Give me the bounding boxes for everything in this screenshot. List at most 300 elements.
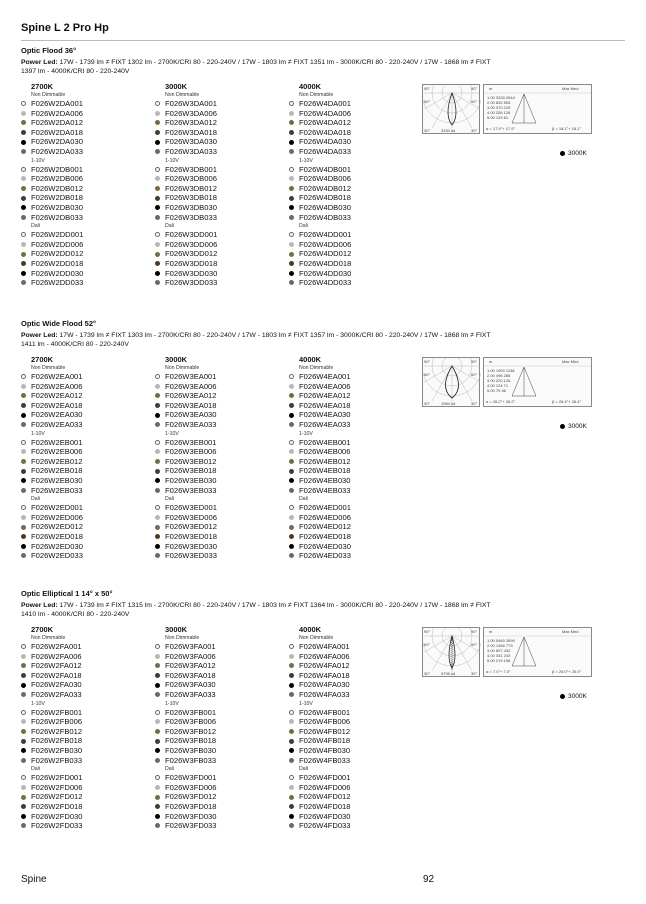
dimming-group-label: Non Dimmable: [165, 92, 200, 98]
dimming-group-label: 1-10V: [31, 700, 45, 707]
product-code: F026W4FB018: [299, 736, 351, 746]
product-code-item: [21, 457, 151, 467]
product-code-item: [289, 551, 419, 561]
power-text-continued: 1411 lm - 4000K/CRI 80 - 220-240V: [21, 341, 129, 348]
table-header-values: Max Med: [562, 629, 579, 634]
product-code: F026W3FD001: [165, 773, 217, 783]
dimming-group-label: Dali: [31, 496, 40, 503]
power-spec: [21, 58, 625, 76]
finish-color-dot: [289, 374, 294, 379]
product-code: F026W2FA006: [31, 651, 82, 661]
finish-color-dot: [155, 449, 160, 454]
table-header-values: Max Med: [562, 86, 579, 91]
product-code: F026W4EB033: [299, 485, 351, 495]
product-code-item: [21, 821, 151, 831]
finish-color-dot: [289, 739, 294, 744]
finish-color-dot: [21, 804, 26, 809]
cct-heading: 2700K: [31, 82, 54, 91]
product-code: F026W3FB030: [165, 745, 217, 755]
power-text: 17W - 1739 lm ≠ FIXT 1303 lm - 2700K/CRI 80 - 220-240V / 17W - 1803 lm ≠ FIXT 1357 lm - 3000K/CRI 80 - 220-240V / 17W - 1868 lm ≠ FIXT: [59, 332, 491, 339]
product-code-item: [289, 203, 419, 213]
finish-color-dot: [289, 413, 294, 418]
finish-color-dot: [21, 710, 26, 715]
finish-color-dot: [289, 544, 294, 549]
product-code: F026W3FD012: [165, 792, 217, 802]
product-code: F026W2DA033: [31, 146, 83, 156]
product-code: F026W2DA018: [31, 127, 83, 137]
product-code: F026W3FA018: [165, 670, 216, 680]
finish-color-dot: [289, 663, 294, 668]
finish-color-dot: [155, 692, 160, 697]
power-label: Power Led:: [21, 602, 58, 609]
product-code: F026W4FB033: [299, 755, 351, 765]
footer-product: Spine: [21, 874, 47, 885]
dimming-group-label: Non Dimmable: [165, 365, 200, 371]
diagram-cct-note: [560, 423, 587, 430]
product-code-item: [289, 249, 419, 259]
finish-color-dot: [155, 710, 160, 715]
product-code: F026W2FB030: [31, 745, 83, 755]
product-code: F026W2FB018: [31, 736, 83, 746]
product-code: F026W2FA012: [31, 661, 82, 671]
finish-color-dot: [21, 101, 26, 106]
product-code: F026W3EB006: [165, 447, 217, 457]
product-code: F026W2DA001: [31, 99, 83, 108]
product-code-item: [155, 147, 285, 157]
product-code: F026W4EB018: [299, 466, 351, 476]
product-code: F026W3FB033: [165, 755, 217, 765]
table-row: 2.00 1366 773: [487, 643, 513, 648]
product-code: F026W4DA001: [299, 99, 351, 108]
finish-color-dot: [21, 384, 26, 389]
polar-angle-bottom-right: 30°: [471, 128, 478, 133]
product-code-item: [21, 165, 151, 175]
product-code: F026W2EA033: [31, 419, 83, 429]
product-code: F026W3FB012: [165, 726, 217, 736]
product-code: F026W3DD001: [165, 230, 218, 240]
product-code: F026W3ED006: [165, 512, 217, 522]
product-code: F026W2EA012: [31, 391, 83, 401]
product-code: F026W4DA006: [299, 108, 351, 118]
product-code: F026W4FB006: [299, 717, 351, 727]
finish-color-dot: [155, 525, 160, 530]
power-label: Power Led:: [21, 59, 58, 66]
product-code: F026W4DA012: [299, 118, 351, 128]
cct-heading: 3000K: [165, 355, 188, 364]
product-code: F026W4DD012: [299, 249, 352, 259]
product-code-item: [289, 230, 419, 240]
product-code-item: [21, 783, 151, 793]
product-code-item: [155, 486, 285, 496]
product-code-item: [21, 382, 151, 392]
product-code: F026W3ED001: [165, 503, 217, 513]
finish-color-dot: [155, 488, 160, 493]
finish-color-dot: [155, 215, 160, 220]
cct-column: [289, 625, 419, 831]
product-code-item: [21, 802, 151, 812]
product-code-item: [155, 99, 285, 109]
product-code: F026W2FA033: [31, 689, 82, 699]
finish-color-dot: [21, 413, 26, 418]
dimming-group-label: Dali: [31, 223, 40, 230]
product-code-item: [155, 438, 285, 448]
product-code-item: [21, 756, 151, 766]
finish-color-dot: [289, 140, 294, 145]
finish-color-dot: [21, 785, 26, 790]
product-code-item: [289, 756, 419, 766]
finish-color-dot: [155, 544, 160, 549]
product-code: F026W2DD012: [31, 249, 84, 259]
product-code: F026W3DD012: [165, 249, 218, 259]
product-code-item: [155, 137, 285, 147]
finish-color-dot: [289, 130, 294, 135]
product-code: F026W2EA030: [31, 410, 83, 420]
product-code-item: [289, 99, 419, 109]
finish-color-dot: [155, 795, 160, 800]
product-code: F026W3DA030: [165, 137, 217, 147]
product-code: F026W3DD018: [165, 258, 218, 268]
product-code-item: [155, 372, 285, 382]
product-code: F026W2FB033: [31, 755, 83, 765]
product-code-item: [21, 213, 151, 223]
product-code: F026W4FA006: [299, 651, 350, 661]
product-code: F026W4DB018: [299, 193, 351, 203]
finish-color-dot: [155, 196, 160, 201]
product-code-item: [155, 269, 285, 279]
section-title: Optic Wide Flood 52°: [21, 319, 97, 328]
product-code: F026W2FD030: [31, 811, 83, 821]
product-code-item: [21, 230, 151, 240]
product-code-item: [21, 269, 151, 279]
cct-heading: 2700K: [31, 625, 54, 634]
product-code-item: [155, 690, 285, 700]
finish-color-dot: [21, 692, 26, 697]
finish-color-dot: [289, 120, 294, 125]
finish-color-dot: [155, 149, 160, 154]
product-code: F026W4ED012: [299, 522, 351, 532]
cct-heading: 2700K: [31, 355, 54, 364]
finish-color-dot: [155, 469, 160, 474]
product-code-item: [155, 213, 285, 223]
finish-color-dot: [21, 215, 26, 220]
product-code: F026W2FD012: [31, 792, 83, 802]
product-code: F026W4ED033: [299, 551, 351, 561]
photometric-diagram: [422, 627, 592, 677]
product-code-item: [21, 99, 151, 109]
finish-color-dot: [289, 101, 294, 106]
product-code-item: [289, 147, 419, 157]
product-code-item: [155, 513, 285, 523]
product-code-item: [289, 792, 419, 802]
beam-alpha: α = 26.2°+ 26.2°: [486, 399, 516, 404]
product-code-item: [155, 680, 285, 690]
polar-angle-bottom-right: 30°: [471, 401, 478, 406]
product-code: F026W3DD006: [165, 239, 218, 249]
finish-color-dot: [21, 205, 26, 210]
product-code: F026W4DA030: [299, 137, 351, 147]
polar-angle-top-right: 90°: [471, 86, 478, 91]
finish-color-dot: [21, 469, 26, 474]
product-code: F026W4DB006: [299, 174, 351, 184]
product-code: F026W4ED001: [299, 503, 351, 513]
product-code: F026W2DB030: [31, 202, 83, 212]
product-code: F026W2DD030: [31, 268, 84, 278]
cct-heading: 3000K: [165, 625, 188, 634]
product-code: F026W2DA030: [31, 137, 83, 147]
finish-color-dot: [289, 176, 294, 181]
product-code-item: [289, 532, 419, 542]
product-code-item: [289, 165, 419, 175]
product-code-item: [289, 401, 419, 411]
section-title: Optic Flood 36°: [21, 46, 77, 55]
dimming-group-label: Non Dimmable: [31, 92, 66, 98]
product-code-item: [155, 802, 285, 812]
product-code: F026W3FA030: [165, 680, 216, 690]
polar-angle-mid-left: 60°: [424, 642, 431, 647]
illuminance-table: [483, 84, 592, 134]
product-code-item: [289, 259, 419, 269]
finish-color-dot: [289, 215, 294, 220]
product-code: F026W4EA018: [299, 400, 351, 410]
product-code: F026W4EA012: [299, 391, 351, 401]
dimming-group-label: Non Dimmable: [299, 92, 334, 98]
optic-section: [21, 46, 625, 288]
product-code: F026W3FA006: [165, 651, 216, 661]
finish-color-dot: [289, 440, 294, 445]
product-code-item: [289, 773, 419, 783]
finish-color-dot: [21, 534, 26, 539]
product-code: F026W2ED030: [31, 541, 83, 551]
product-code: F026W3ED033: [165, 551, 217, 561]
product-code-item: [21, 661, 151, 671]
finish-color-dot: [289, 196, 294, 201]
power-spec: [21, 331, 625, 349]
product-code: F026W2DB018: [31, 193, 83, 203]
table-row: 1.00 1900 1138: [487, 368, 515, 373]
finish-color-dot: [155, 748, 160, 753]
product-code-item: [21, 410, 151, 420]
product-code-item: [155, 542, 285, 552]
finish-color-dot: [21, 403, 26, 408]
product-code: F026W2EB018: [31, 466, 83, 476]
product-code-item: [21, 812, 151, 822]
finish-color-dot: [155, 280, 160, 285]
product-code-item: [21, 642, 151, 652]
product-code-item: [21, 690, 151, 700]
finish-color-dot: [289, 167, 294, 172]
product-code-item: [155, 410, 285, 420]
product-code-item: [155, 717, 285, 727]
product-code-item: [289, 486, 419, 496]
product-code: F026W3FD018: [165, 801, 217, 811]
product-code-item: [21, 447, 151, 457]
product-code: F026W3EA033: [165, 419, 217, 429]
page-title: Spine L 2 Pro Hp: [21, 22, 109, 34]
product-code: F026W2DD018: [31, 258, 84, 268]
table-row: 2.00 832 506: [487, 100, 511, 105]
power-text-continued: 1410 lm - 4000K/CRI 80 - 220-240V: [21, 611, 130, 618]
product-code-item: [289, 476, 419, 486]
finish-color-dot: [21, 261, 26, 266]
finish-color-dot: [289, 515, 294, 520]
finish-color-dot: [155, 814, 160, 819]
product-code-item: [21, 203, 151, 213]
product-code: F026W3DB001: [165, 164, 217, 174]
product-code: F026W2FA030: [31, 680, 82, 690]
finish-color-dot: [289, 242, 294, 247]
beam-alpha: α = 7.0°+ 7.0°: [486, 669, 511, 674]
product-code-item: [289, 642, 419, 652]
product-code-item: [21, 476, 151, 486]
finish-color-dot: [21, 795, 26, 800]
table-row: 3.00 607 432: [487, 648, 511, 653]
finish-color-dot: [21, 120, 26, 125]
table-header-distance: m: [489, 86, 493, 91]
cct-heading: 4000K: [299, 625, 322, 634]
finish-color-dot: [289, 758, 294, 763]
finish-color-dot: [289, 261, 294, 266]
finish-color-dot: [289, 553, 294, 558]
product-code: F026W3EA001: [165, 372, 217, 381]
finish-color-dot: [289, 393, 294, 398]
product-code-item: [289, 193, 419, 203]
section-title: Optic Elliptical 1 14° x 50°: [21, 589, 113, 598]
finish-color-dot: [155, 804, 160, 809]
dimming-group-label: 1-10V: [31, 157, 45, 164]
product-code: F026W4DB033: [299, 212, 351, 222]
finish-color-dot: [289, 459, 294, 464]
finish-color-dot: [289, 111, 294, 116]
product-code: F026W3EB030: [165, 475, 217, 485]
product-code: F026W2EB001: [31, 437, 83, 447]
product-code-item: [289, 438, 419, 448]
product-code: F026W4DB030: [299, 202, 351, 212]
product-code-item: [289, 783, 419, 793]
product-code-item: [155, 118, 285, 128]
cct-heading: 3000K: [165, 82, 188, 91]
product-code-item: [289, 213, 419, 223]
finish-color-dot: [21, 729, 26, 734]
product-code: F026W3DB006: [165, 174, 217, 184]
table-row: 3.00 370 225: [487, 105, 511, 110]
product-code: F026W2EA001: [31, 372, 83, 381]
product-code: F026W3ED018: [165, 531, 217, 541]
product-code-item: [155, 401, 285, 411]
at-symbol-icon: [560, 151, 565, 156]
table-row: 2.00 496 285: [487, 373, 511, 378]
polar-angle-top-left: 90°: [424, 359, 431, 364]
polar-angle-top-left: 90°: [424, 86, 431, 91]
finish-color-dot: [21, 719, 26, 724]
product-code: F026W2DB012: [31, 183, 83, 193]
product-code-item: [21, 278, 151, 288]
product-code-item: [21, 486, 151, 496]
product-code: F026W4DD006: [299, 239, 352, 249]
product-code: F026W4DD018: [299, 258, 352, 268]
product-code-item: [21, 184, 151, 194]
product-code: F026W4FD006: [299, 782, 351, 792]
finish-color-dot: [21, 130, 26, 135]
product-code: F026W4EB001: [299, 437, 351, 447]
cct-column: [155, 625, 285, 831]
polar-curve: [422, 627, 480, 677]
product-code: F026W3DA006: [165, 108, 217, 118]
polar-angle-mid-right: 60°: [471, 642, 478, 647]
finish-color-dot: [155, 120, 160, 125]
product-code-item: [155, 165, 285, 175]
product-code: F026W2EA006: [31, 381, 83, 391]
product-code-item: [289, 447, 419, 457]
product-code-item: [21, 147, 151, 157]
table-row: 5.00 133 81: [487, 115, 509, 120]
optic-section: [21, 589, 625, 831]
cct-column: [155, 355, 285, 561]
finish-color-dot: [21, 271, 26, 276]
finish-color-dot: [21, 252, 26, 257]
finish-color-dot: [289, 534, 294, 539]
finish-color-dot: [289, 644, 294, 649]
finish-color-dot: [155, 683, 160, 688]
product-code-item: [289, 812, 419, 822]
finish-color-dot: [21, 739, 26, 744]
product-code: F026W2EB012: [31, 456, 83, 466]
finish-color-dot: [289, 449, 294, 454]
product-code: F026W3FB018: [165, 736, 217, 746]
product-code-item: [155, 203, 285, 213]
product-code-item: [21, 522, 151, 532]
finish-color-dot: [21, 149, 26, 154]
product-code: F026W3DD030: [165, 268, 218, 278]
product-code: F026W3DA012: [165, 118, 217, 128]
product-code: F026W4FA012: [299, 661, 350, 671]
cct-column: [21, 82, 151, 288]
product-code: F026W4FD030: [299, 811, 351, 821]
product-code-item: [155, 391, 285, 401]
product-code-item: [289, 391, 419, 401]
product-code-item: [21, 372, 151, 382]
product-code-item: [155, 736, 285, 746]
finish-color-dot: [21, 440, 26, 445]
product-code: F026W4FD012: [299, 792, 351, 802]
finish-color-dot: [21, 374, 26, 379]
finish-color-dot: [155, 186, 160, 191]
finish-color-dot: [289, 654, 294, 659]
finish-color-dot: [21, 758, 26, 763]
product-code-item: [155, 447, 285, 457]
product-code: F026W3DB030: [165, 202, 217, 212]
polar-angle-bottom-right: 30°: [471, 671, 478, 676]
product-code-item: [289, 736, 419, 746]
finish-color-dot: [21, 823, 26, 828]
cct-column: [155, 82, 285, 288]
polar-curve: [422, 357, 480, 407]
product-code: F026W4DD001: [299, 230, 352, 240]
product-code-item: [155, 420, 285, 430]
finish-color-dot: [21, 167, 26, 172]
product-code: F026W2FA001: [31, 642, 82, 651]
cct-heading: 4000K: [299, 82, 322, 91]
product-code: F026W2DD033: [31, 278, 84, 288]
product-code-item: [289, 184, 419, 194]
finish-color-dot: [155, 374, 160, 379]
product-code-item: [21, 128, 151, 138]
table-header-distance: m: [489, 359, 493, 364]
product-code-item: [155, 476, 285, 486]
table-row: 1.00 5460 3990: [487, 638, 515, 643]
product-code-item: [289, 372, 419, 382]
finish-color-dot: [155, 459, 160, 464]
finish-color-dot: [289, 505, 294, 510]
